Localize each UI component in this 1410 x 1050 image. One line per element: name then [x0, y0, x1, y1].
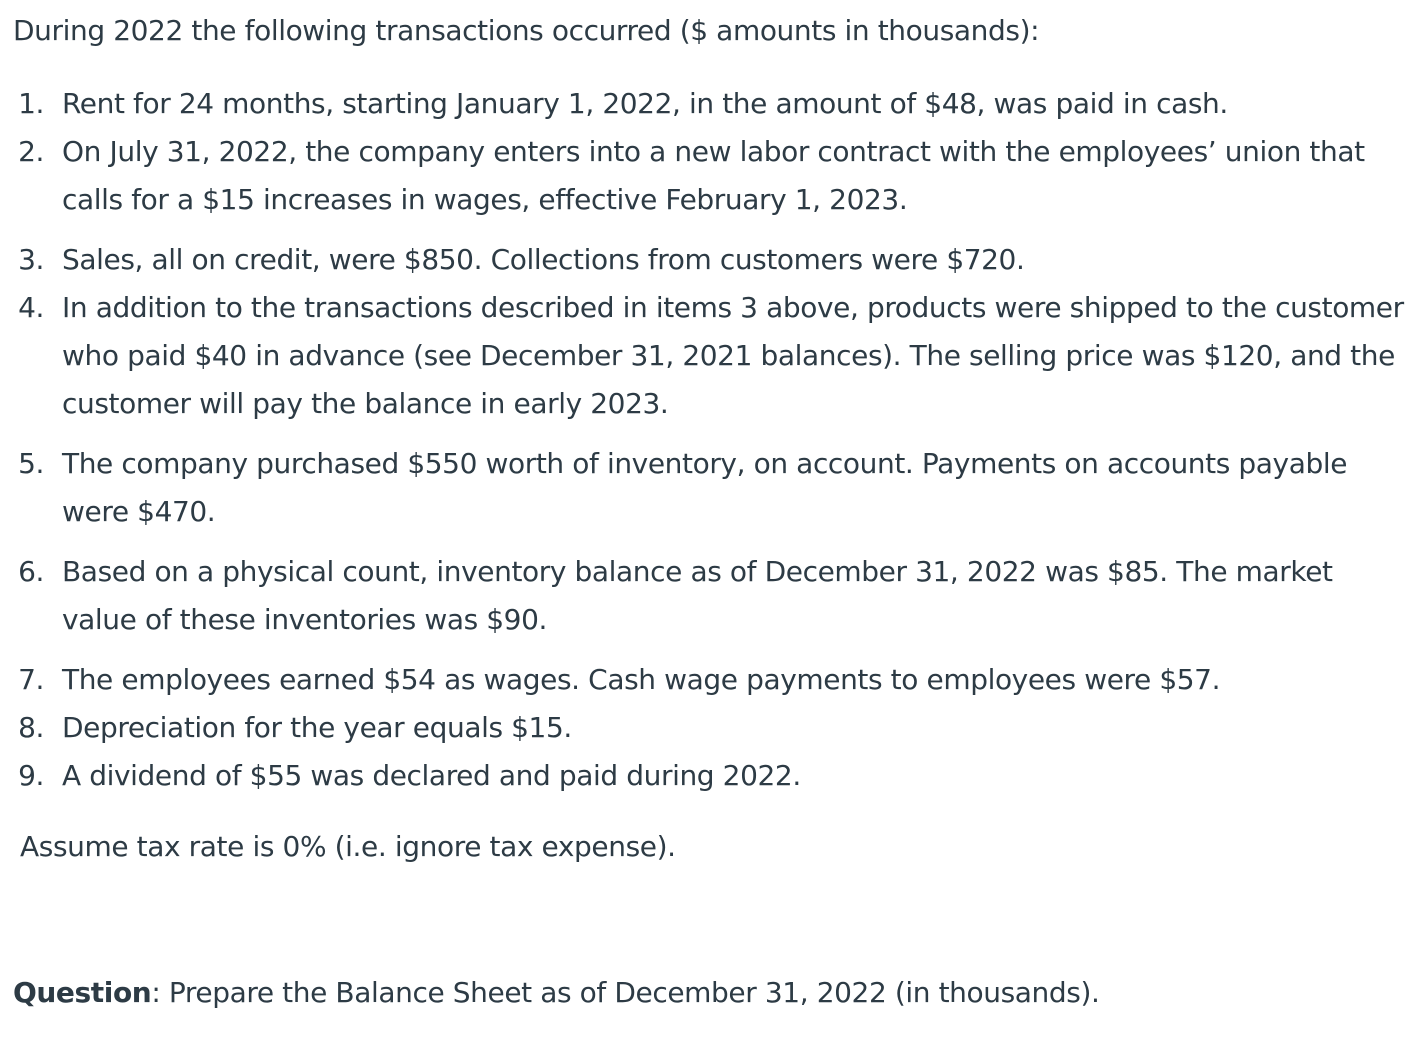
- list-item-number: 5.: [18, 447, 44, 480]
- tax-assumption: Assume tax rate is 0% (i.e. ignore tax expense).: [20, 830, 676, 863]
- question-body: : Prepare the Balance Sheet as of December 31, 2022 (in thousands).: [151, 976, 1100, 1009]
- question-text: [13, 972, 1100, 1014]
- list-item-text: On July 31, 2022, the company enters into a new labor contract with the employees’ union that calls for a $15 increases in wages, effective February 1, 2023.: [62, 135, 1365, 216]
- list-item-text: The company purchased $550 worth of inventory, on account. Payments on accounts payable were $470.: [62, 447, 1348, 528]
- list-item-text: Depreciation for the year equals $15.: [62, 711, 572, 744]
- list-item-number: 6.: [18, 555, 44, 588]
- list-item-number: 3.: [18, 243, 44, 276]
- list-item-number: 8.: [18, 711, 44, 744]
- list-item-number: 2.: [18, 135, 44, 168]
- list-item-text: Sales, all on credit, were $850. Collections from customers were $720.: [62, 243, 1025, 276]
- list-item-number: 9.: [18, 759, 44, 792]
- question-label: Question: [13, 976, 152, 1009]
- list-item-text: Rent for 24 months, starting January 1, 2022, in the amount of $48, was paid in cash.: [62, 87, 1228, 120]
- list-item-text: The employees earned $54 as wages. Cash wage payments to employees were $57.: [62, 663, 1221, 696]
- list-item-number: 7.: [18, 663, 44, 696]
- list-item-number: 1.: [18, 87, 44, 120]
- intro-text: During 2022 the following transactions occurred ($ amounts in thousands):: [13, 14, 1040, 47]
- list-item-number: 4.: [18, 291, 44, 324]
- list-item-text: In addition to the transactions described in items 3 above, products were shipped to the customer who paid $40 in advance (see December 31, 2021 balances). The selling price was $120, and the customer will pay the balance in early 2023.: [62, 291, 1404, 420]
- list-item-text: Based on a physical count, inventory balance as of December 31, 2022 was $85. The market value of these inventories was $90.: [62, 555, 1333, 636]
- list-item-text: A dividend of $55 was declared and paid during 2022.: [62, 759, 801, 792]
